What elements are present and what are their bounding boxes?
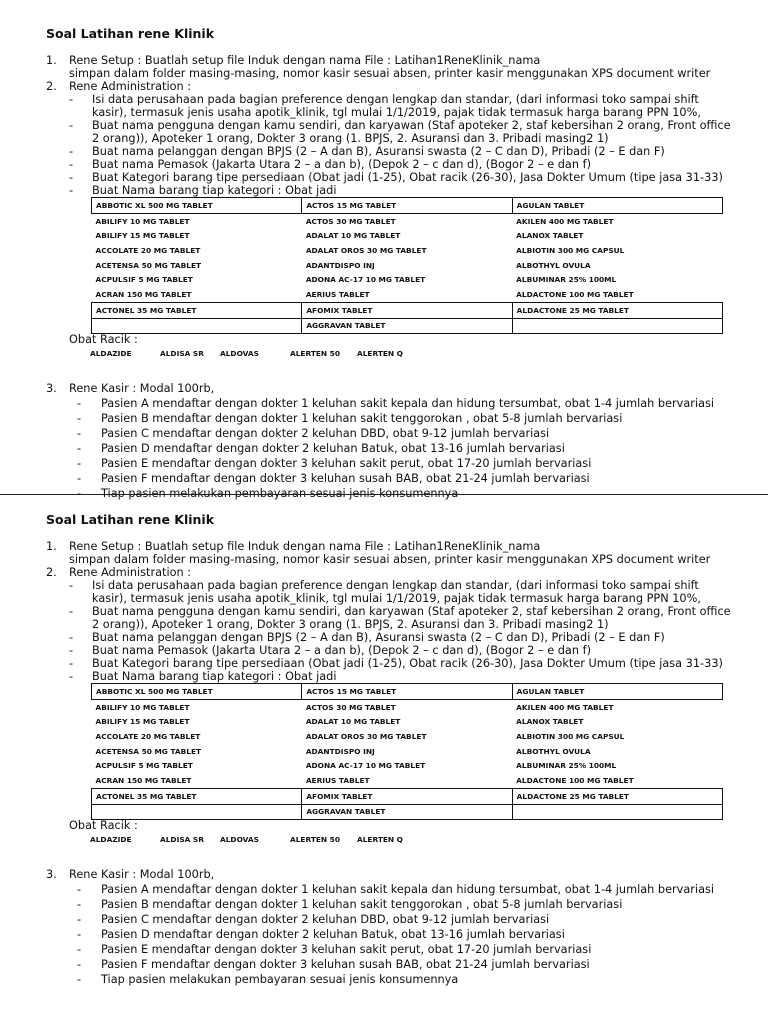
bullet-dash: - <box>77 427 82 440</box>
table-cell: ALBUMINAR 25% 100ML <box>516 275 617 285</box>
table-cell: AGULAN TABLET <box>512 684 722 700</box>
table-cell: ACTOS 15 MG TABLET <box>302 684 512 700</box>
table-row <box>92 729 723 744</box>
table-cell: ACTOS 15 MG TABLET <box>302 198 512 214</box>
table-row <box>92 243 723 258</box>
table-cell: ADALAT OROS 30 MG TABLET <box>305 245 427 255</box>
table-cell: AERIUS TABLET <box>305 289 370 299</box>
table-row <box>92 198 723 214</box>
admin-bullet-2-line-2: 2 orang)), Apoteker 1 orang, Dokter 3 orang (1. BPJS, 2. Asuransi dan 3. Pribadi masing2 1) <box>92 132 609 145</box>
bullet-dash: - <box>77 958 82 971</box>
kasir-bullet-4: Pasien D mendaftar dengan dokter 2 keluhan Batuk, obat 13-16 jumlah bervariasi <box>101 928 565 941</box>
item-1-number: 1. <box>46 54 57 67</box>
bullet-dash: - <box>69 657 74 670</box>
item-2-number: 2. <box>46 566 57 579</box>
table-cell: ALDACTONE 25 MG TABLET <box>512 302 722 318</box>
kasir-bullet-5: Pasien E mendaftar dengan dokter 3 keluhan sakit perut, obat 17-20 jumlah bervariasi <box>101 943 592 956</box>
bullet-dash: - <box>77 943 82 956</box>
table-cell <box>512 318 722 334</box>
item-1-line-1: Rene Setup : Buatlah setup file Induk dengan nama File : Latihan1ReneKlinik_nama <box>69 540 541 553</box>
table-cell: AGULAN TABLET <box>512 198 722 214</box>
obat-racik-item: ALDISA SR <box>160 835 204 844</box>
table-row <box>92 714 723 729</box>
table-cell: ADANTDISPO INJ <box>305 746 375 756</box>
bullet-dash: - <box>69 605 74 618</box>
bullet-dash: - <box>69 670 74 683</box>
table-cell: ALBUMINAR 25% 100ML <box>516 761 617 771</box>
table-cell: ALBOTHYL OVULA <box>516 746 591 756</box>
obat-racik-label: Obat Racik : <box>69 333 138 346</box>
bullet-dash: - <box>77 973 82 986</box>
bullet-dash: - <box>69 184 74 197</box>
table-row <box>92 302 723 318</box>
page-divider <box>0 494 768 495</box>
bullet-dash: - <box>77 883 82 896</box>
table-cell: ADONA AC-17 10 MG TABLET <box>305 761 426 771</box>
table-cell: ADONA AC-17 10 MG TABLET <box>305 275 426 285</box>
obat-racik-item: ALERTEN Q <box>357 835 403 844</box>
table-cell: ACCOLATE 20 MG TABLET <box>95 245 201 255</box>
table-cell: ACTOS 30 MG TABLET <box>305 216 396 226</box>
admin-bullet-1-line-2: kasir), termasuk jenis usaha apotik_klinik, tgl mulai 1/1/2019, pajak tidak termasuk harga barang PPN 10%, <box>92 106 701 119</box>
table-cell: ACCOLATE 20 MG TABLET <box>95 731 201 741</box>
obat-racik-item: ALERTEN Q <box>357 349 403 358</box>
kasir-bullet-7: Tiap pasien melakukan pembayaran sesuai jenis konsumennya <box>101 487 459 500</box>
table-cell: ALBIOTIN 300 MG CAPSUL <box>516 731 625 741</box>
table-row <box>92 318 723 334</box>
table-cell: ACRAN 150 MG TABLET <box>95 775 192 785</box>
table-row <box>92 744 723 759</box>
bullet-dash: - <box>77 913 82 926</box>
admin-bullet-2-line-1: Buat nama pengguna dengan kamu sendiri, dan karyawan (Staf apoteker 2, staf kebersihan 2 orang, Front office <box>92 119 731 132</box>
table-cell <box>92 804 302 820</box>
table-cell: ALDACTONE 25 MG TABLET <box>512 788 722 804</box>
kasir-bullet-2: Pasien B mendaftar dengan dokter 1 keluhan sakit tenggorokan , obat 5-8 jumlah bervariasi <box>101 898 623 911</box>
table-cell: ALBOTHYL OVULA <box>516 260 591 270</box>
bullet-dash: - <box>77 457 82 470</box>
table-cell: ADALAT 10 MG TABLET <box>305 231 401 241</box>
table-cell <box>512 804 722 820</box>
table-cell: ALDACTONE 100 MG TABLET <box>516 289 634 299</box>
table-cell: AGGRAVAN TABLET <box>302 804 512 820</box>
kasir-bullet-1: Pasien A mendaftar dengan dokter 1 keluhan sakit kepala dan hidung tersumbat, obat 1-4 jumlah bervariasi <box>101 397 715 410</box>
item-3-number: 3. <box>46 382 57 395</box>
table-cell: ABBOTIC XL 500 MG TABLET <box>92 198 302 214</box>
admin-bullet-4: Buat nama Pemasok (Jakarta Utara 2 – a dan b), (Depok 2 – c dan d), (Bogor 2 – e dan f) <box>92 158 591 171</box>
bullet-dash: - <box>77 472 82 485</box>
table-row <box>92 699 723 714</box>
admin-bullet-6: Buat Nama barang tiap kategori : Obat jadi <box>92 670 337 683</box>
bullet-dash: - <box>77 487 82 500</box>
bullet-dash: - <box>69 93 74 106</box>
table-row <box>92 788 723 804</box>
table-cell <box>92 318 302 334</box>
bullet-dash: - <box>77 442 82 455</box>
item-1-number: 1. <box>46 540 57 553</box>
admin-bullet-5: Buat Kategori barang tipe persediaan (Obat jadi (1-25), Obat racik (26-30), Jasa Dokter Umum (tipe jasa 31-33) <box>92 657 723 670</box>
kasir-bullet-6: Pasien F mendaftar dengan dokter 3 keluhan susah BAB, obat 21-24 jumlah bervariasi <box>101 472 590 485</box>
bullet-dash: - <box>69 579 74 592</box>
admin-bullet-2-line-1: Buat nama pengguna dengan kamu sendiri, dan karyawan (Staf apoteker 2, staf kebersihan 2 orang, Front office <box>92 605 731 618</box>
table-cell: ALDACTONE 100 MG TABLET <box>516 775 634 785</box>
obat-racik-item: ALDISA SR <box>160 349 204 358</box>
table-cell: ABILIFY 10 MG TABLET <box>95 702 190 712</box>
admin-bullet-5: Buat Kategori barang tipe persediaan (Obat jadi (1-25), Obat racik (26-30), Jasa Dokter Umum (tipe jasa 31-33) <box>92 171 723 184</box>
kasir-bullet-7: Tiap pasien melakukan pembayaran sesuai jenis konsumennya <box>101 973 459 986</box>
table-row <box>92 804 723 820</box>
table-row <box>92 258 723 273</box>
table-cell: AFOMIX TABLET <box>302 788 512 804</box>
table-row <box>92 213 723 228</box>
obat-jadi-table <box>91 683 723 820</box>
table-cell: ACTOS 30 MG TABLET <box>305 702 396 712</box>
kasir-bullet-1: Pasien A mendaftar dengan dokter 1 keluhan sakit kepala dan hidung tersumbat, obat 1-4 jumlah bervariasi <box>101 883 715 896</box>
obat-racik-item: ALDOVAS <box>220 835 259 844</box>
table-cell: AKILEN 400 MG TABLET <box>516 702 614 712</box>
item-2-heading: Rene Administration : <box>69 566 192 579</box>
table-cell: AGGRAVAN TABLET <box>302 318 512 334</box>
admin-bullet-2-line-2: 2 orang)), Apoteker 1 orang, Dokter 3 orang (1. BPJS, 2. Asuransi dan 3. Pribadi masing2 1) <box>92 618 609 631</box>
item-1-line-1: Rene Setup : Buatlah setup file Induk dengan nama File : Latihan1ReneKlinik_nama <box>69 54 541 67</box>
admin-bullet-3: Buat nama pelanggan dengan BPJS (2 – A dan B), Asuransi swasta (2 – C dan D), Pribadi (2 – E dan F) <box>92 631 665 644</box>
table-cell: ACRAN 150 MG TABLET <box>95 289 192 299</box>
worksheet-copy-1 <box>0 14 768 504</box>
bullet-dash: - <box>69 145 74 158</box>
obat-racik-label: Obat Racik : <box>69 819 138 832</box>
table-cell: ACTONEL 35 MG TABLET <box>92 788 302 804</box>
table-row <box>92 758 723 773</box>
item-1-line-2: simpan dalam folder masing-masing, nomor kasir sesuai absen, printer kasir menggunakan XPS document writer <box>69 553 711 566</box>
obat-racik-item: ALERTEN 50 <box>290 349 340 358</box>
admin-bullet-1-line-1: Isi data perusahaan pada bagian preference dengan lengkap dan standar, (dari informasi toko sampai shift <box>92 93 699 106</box>
obat-jadi-table <box>91 197 723 334</box>
bullet-dash: - <box>69 644 74 657</box>
bullet-dash: - <box>77 898 82 911</box>
table-cell: ACPULSIF 5 MG TABLET <box>95 761 193 771</box>
table-row <box>92 773 723 788</box>
table-cell: ADANTDISPO INJ <box>305 260 375 270</box>
kasir-bullet-3: Pasien C mendaftar dengan dokter 2 keluhan DBD, obat 9-12 jumlah bervariasi <box>101 913 550 926</box>
table-cell: ABILIFY 15 MG TABLET <box>95 717 190 727</box>
worksheet-title: Soal Latihan rene Klinik <box>46 26 215 41</box>
table-cell: ALANOX TABLET <box>516 717 584 727</box>
admin-bullet-1-line-1: Isi data perusahaan pada bagian preference dengan lengkap dan standar, (dari informasi toko sampai shift <box>92 579 699 592</box>
worksheet-title: Soal Latihan rene Klinik <box>46 512 215 527</box>
obat-racik-item: ALDOVAS <box>220 349 259 358</box>
table-row <box>92 228 723 243</box>
bullet-dash: - <box>69 119 74 132</box>
admin-bullet-4: Buat nama Pemasok (Jakarta Utara 2 – a dan b), (Depok 2 – c dan d), (Bogor 2 – e dan f) <box>92 644 591 657</box>
worksheet-copy-2 <box>0 500 768 990</box>
table-cell: ACTONEL 35 MG TABLET <box>92 302 302 318</box>
admin-bullet-6: Buat Nama barang tiap kategori : Obat jadi <box>92 184 337 197</box>
obat-racik-item: ALERTEN 50 <box>290 835 340 844</box>
obat-racik-item: ALDAZIDE <box>90 349 132 358</box>
item-1-line-2: simpan dalam folder masing-masing, nomor kasir sesuai absen, printer kasir menggunakan XPS document writer <box>69 67 711 80</box>
table-cell: ACPULSIF 5 MG TABLET <box>95 275 193 285</box>
table-row <box>92 287 723 302</box>
table-cell: AKILEN 400 MG TABLET <box>516 216 614 226</box>
obat-racik-item: ALDAZIDE <box>90 835 132 844</box>
item-2-heading: Rene Administration : <box>69 80 192 93</box>
item-3-heading: Rene Kasir : Modal 100rb, <box>69 868 215 881</box>
table-cell: ADALAT OROS 30 MG TABLET <box>305 731 427 741</box>
table-row <box>92 684 723 700</box>
table-cell: AERIUS TABLET <box>305 775 370 785</box>
kasir-bullet-4: Pasien D mendaftar dengan dokter 2 keluhan Batuk, obat 13-16 jumlah bervariasi <box>101 442 565 455</box>
item-3-heading: Rene Kasir : Modal 100rb, <box>69 382 215 395</box>
admin-bullet-3: Buat nama pelanggan dengan BPJS (2 – A dan B), Asuransi swasta (2 – C dan D), Pribadi (2 – E dan F) <box>92 145 665 158</box>
kasir-bullet-3: Pasien C mendaftar dengan dokter 2 keluhan DBD, obat 9-12 jumlah bervariasi <box>101 427 550 440</box>
table-cell: ADALAT 10 MG TABLET <box>305 717 401 727</box>
table-cell: ALANOX TABLET <box>516 231 584 241</box>
bullet-dash: - <box>77 928 82 941</box>
admin-bullet-1-line-2: kasir), termasuk jenis usaha apotik_klinik, tgl mulai 1/1/2019, pajak tidak termasuk harga barang PPN 10%, <box>92 592 701 605</box>
bullet-dash: - <box>69 631 74 644</box>
item-3-number: 3. <box>46 868 57 881</box>
item-2-number: 2. <box>46 80 57 93</box>
table-row <box>92 272 723 287</box>
table-cell: ABILIFY 10 MG TABLET <box>95 216 190 226</box>
bullet-dash: - <box>69 158 74 171</box>
table-cell: ACETENSA 50 MG TABLET <box>95 746 202 756</box>
table-cell: ABILIFY 15 MG TABLET <box>95 231 190 241</box>
bullet-dash: - <box>77 412 82 425</box>
kasir-bullet-6: Pasien F mendaftar dengan dokter 3 keluhan susah BAB, obat 21-24 jumlah bervariasi <box>101 958 590 971</box>
kasir-bullet-2: Pasien B mendaftar dengan dokter 1 keluhan sakit tenggorokan , obat 5-8 jumlah bervariasi <box>101 412 623 425</box>
table-cell: ACETENSA 50 MG TABLET <box>95 260 202 270</box>
bullet-dash: - <box>69 171 74 184</box>
table-cell: ALBIOTIN 300 MG CAPSUL <box>516 245 625 255</box>
table-cell: ABBOTIC XL 500 MG TABLET <box>92 684 302 700</box>
bullet-dash: - <box>77 397 82 410</box>
table-cell: AFOMIX TABLET <box>302 302 512 318</box>
kasir-bullet-5: Pasien E mendaftar dengan dokter 3 keluhan sakit perut, obat 17-20 jumlah bervariasi <box>101 457 592 470</box>
